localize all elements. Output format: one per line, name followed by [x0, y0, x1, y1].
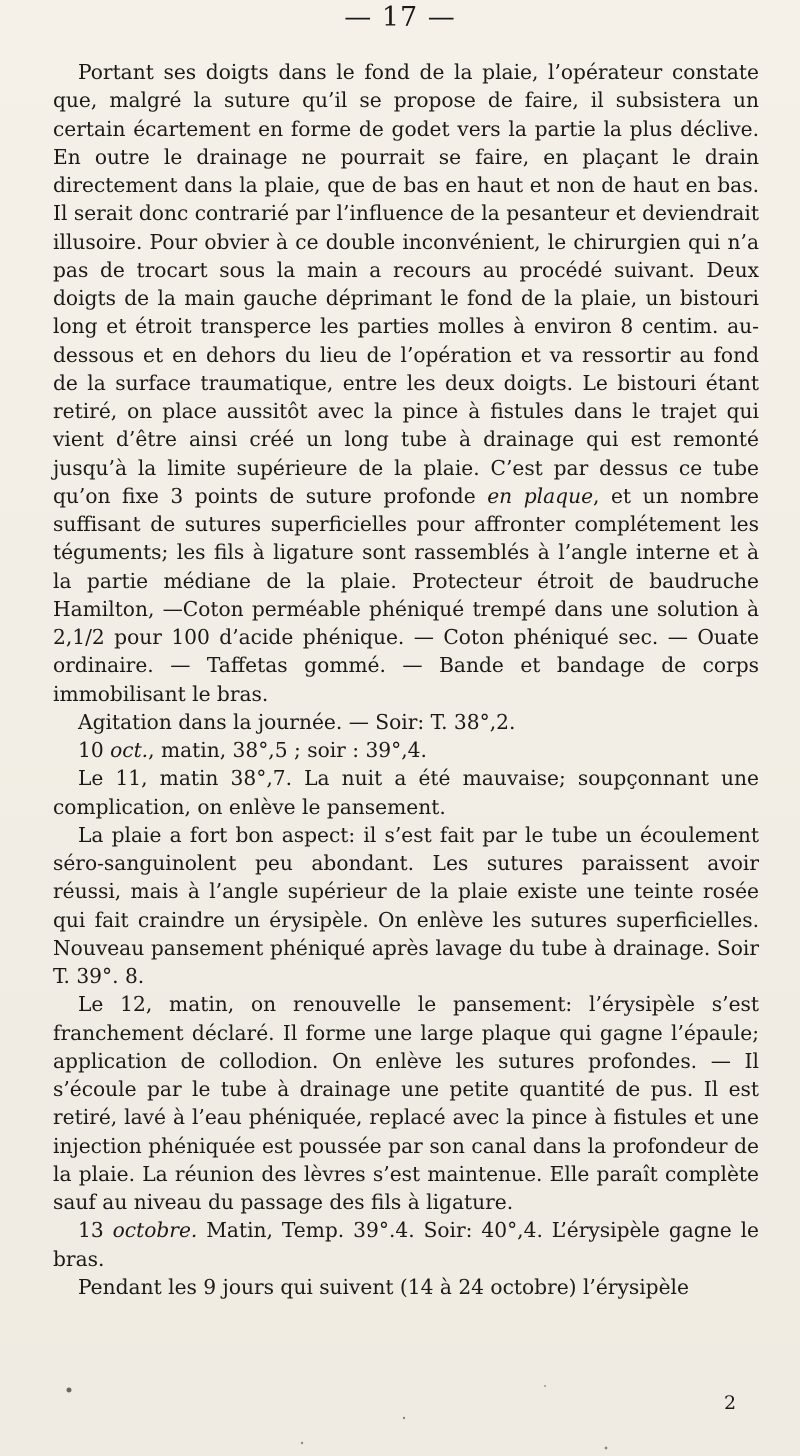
paragraph-operation-rest: , et un nombre suffisant de sutures superficielles pour affronter complétement les téguments; les fils à ligature sont rassemblés à l’angle interne et à la partie médiane de la plaie. Protecteur étroit de baudruche Hamilton, —Coton perméable phéniqué trempé dans une solution à 2,1/2 pour 100 d’acide phénique. — Coton phéniqué sec. — Ouate ordinaire. — Taffetas gommé. — Bande et bandage de corps immobilisant le bras.: [53, 483, 759, 706]
paper-speck: [605, 1447, 608, 1450]
paragraph-operation: [53, 58, 759, 708]
paragraph-wound-aspect: La plaie a fort bon aspect: il s’est fait par le tube un écoulement séro-sanguinolent peu abondant. Les sutures paraissent avoir réussi, mais à l’angle supérieur de la plaie existe une teinte rosée qui fait craindre un érysipèle. On enlève les sutures superficielles. Nouveau pansement phéniqué après lavage du tube à drainage. Soir T. 39°. 8.: [53, 822, 759, 988]
emphasis-octobre: octobre.: [112, 1218, 198, 1243]
page-number-header: — 17 —: [344, 2, 456, 33]
emphasis-en-plaque: en plaque: [487, 483, 594, 508]
paragraph-pendant: Pendant les 9 jours qui suivent (14 à 24 octobre) l’érysipèle: [78, 1274, 689, 1299]
signature-mark: 2: [724, 1392, 737, 1414]
paper-speck: [544, 1385, 546, 1387]
paragraph-13-rest: Matin, Temp. 39°.4. Soir: 40°,4. L’érysipèle gagne le bras.: [53, 1218, 759, 1271]
paragraph-agitation: Agitation dans la journée. — Soir: T. 38°,2.: [78, 709, 516, 734]
paragraph-10-oct-lead: 10: [78, 738, 111, 762]
paragraph-12: Le 12, matin, on renouvelle le pansement: l’érysipèle s’est franchement déclaré. Il forme une large plaque qui gagne l’épaule; application de collodion. On enlève les sutures profondes. — Il s’écoule par le tube à drainage une petite quantité de pus. Il est retiré, lavé à l’eau phéniquée, replacé avec la pince à fistules et une injection phéniquée est poussée par son canal dans la profondeur de la plaie. La réunion des lèvres s’est maintenue. Elle paraît complète sauf au niveau du passage des fils à ligature.: [53, 992, 759, 1214]
paragraph-10-oct: [53, 736, 759, 764]
paper-speck: [67, 1388, 72, 1393]
paragraph-11: Le 11, matin 38°,7. La nuit a été mauvaise; soupçonnant une complication, on enlève le pansement.: [53, 766, 759, 819]
paragraph-13-octobre: [53, 1216, 759, 1273]
body-text: [53, 58, 759, 1301]
paragraph-10-oct-rest: , matin, 38°,5 ; soir : 39°,4.: [148, 738, 427, 762]
emphasis-oct: oct.: [110, 738, 149, 762]
paper-speck: [403, 1417, 405, 1419]
paragraph-13-lead: 13: [78, 1218, 113, 1243]
paper-speck: [301, 1442, 303, 1444]
paragraph-operation-text: Portant ses doigts dans le fond de la plaie, l’opérateur constate que, malgré la suture qu’il se propose de faire, il subsistera un certain écartement en forme de godet vers la partie la plus déclive. En outre le drainage ne pourrait se faire, en plaçant le drain directement dans la plaie, que de bas en haut et non de haut en bas. Il serait donc contrarié par l’influence de la pesanteur et deviendrait illusoire. Pour obvier à ce double inconvénient, le chirurgien qui n’a pas de trocart sous la main a recours au procédé suivant. Deux doigts de la main gauche déprimant le fond de la plaie, un bistouri long et étroit transperce les parties molles à environ 8 centim. au-dessous et en dehors du lieu de l’opération et va ressortir au fond de la surface traumatique, entre les deux doigts. Le bistouri étant retiré, on place aussitôt avec la pince à fistules dans le trajet qui vient d’être ainsi créé un long tube à drainage qui est remonté jusqu’à la limite supérieure de la plaie. C’est par dessus ce tube qu’on fixe 3 points de suture profonde: [53, 60, 759, 508]
